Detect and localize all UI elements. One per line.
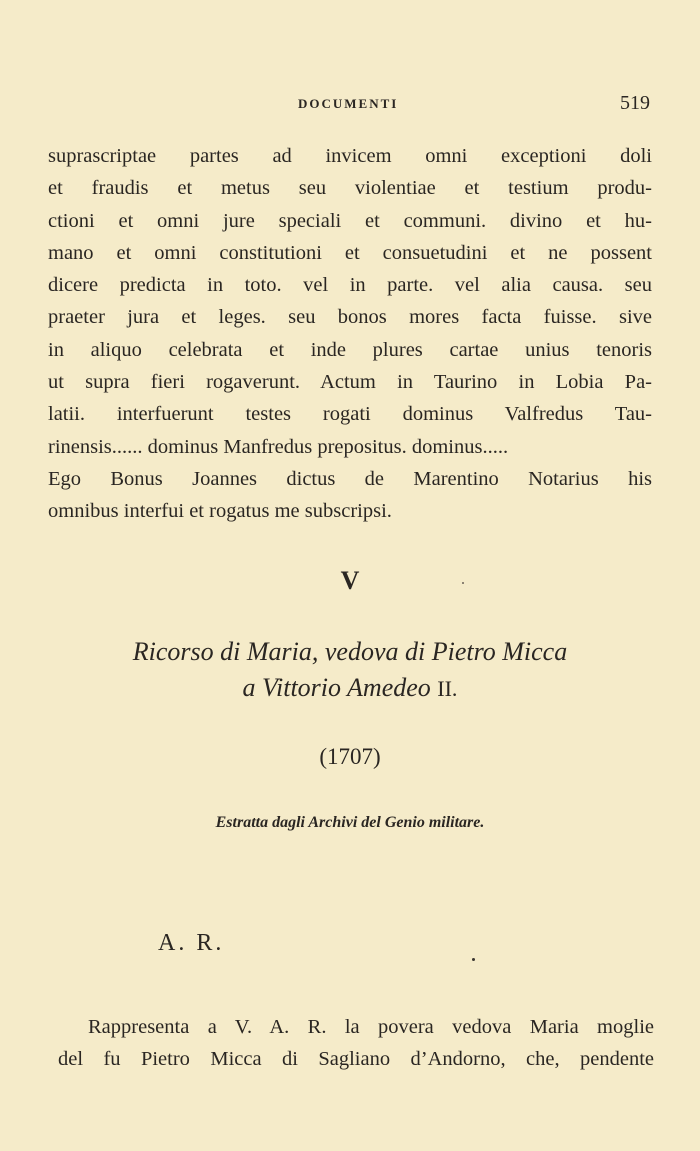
text-line: del fu Pietro Micca di Sagliano d’Andorno, che, pendente: [58, 1048, 654, 1071]
regnal-numeral: II.: [437, 676, 458, 701]
text-line: Rappresenta a V. A. R. la povera vedova Maria moglie: [88, 1016, 654, 1038]
text-line: Ego Bonus Joannes dictus de Marentino Notarius his: [48, 467, 652, 490]
text-line: ctioni et omni jure speciali et communi. divino et hu-: [48, 209, 652, 232]
text-line: praeter jura et leges. seu bonos mores facta fuisse. sive: [48, 306, 652, 329]
section-numeral: V: [340, 566, 360, 595]
section-title: [0, 634, 700, 707]
section-source: Estratta dagli Archivi del Genio militare.: [215, 814, 485, 831]
section-title-line: [0, 670, 700, 707]
document-body-text: [48, 140, 652, 528]
section-year: (1707): [319, 744, 381, 769]
text-line: mano et omni constitutioni et consuetudini et ne possent: [48, 241, 652, 264]
text-line: rinensis...... dominus Manfredus prepositus. dominus.....: [48, 435, 509, 458]
running-title: DOCUMENTI: [298, 96, 399, 111]
text-line: ut supra fieri rogaverunt. Actum in Taurino in Lobia Pa-: [48, 371, 652, 394]
text-line: omnibus interfui et rogatus me subscripsi.: [48, 500, 392, 523]
petition-text: [58, 1010, 654, 1075]
text-line: latii. interfuerunt testes rogati dominus Valfredus Tau-: [48, 403, 652, 426]
section-title-text: a Vittorio Amedeo: [242, 673, 438, 702]
running-head: [0, 92, 700, 116]
text-line: in aliquo celebrata et inde plures cartae unius tenoris: [48, 338, 652, 361]
salutation: A. R.: [158, 930, 225, 956]
text-line: et fraudis et metus seu violentiae et testium produ-: [48, 177, 652, 200]
text-line: dicere predicta in toto. vel in parte. vel alia causa. seu: [48, 274, 652, 297]
page-number: 519: [620, 92, 650, 114]
text-line: suprascriptae partes ad invicem omni exceptioni doli: [48, 145, 652, 167]
section-title-line: Ricorso di Maria, vedova di Pietro Micca: [132, 637, 568, 666]
print-speck: [472, 958, 475, 961]
